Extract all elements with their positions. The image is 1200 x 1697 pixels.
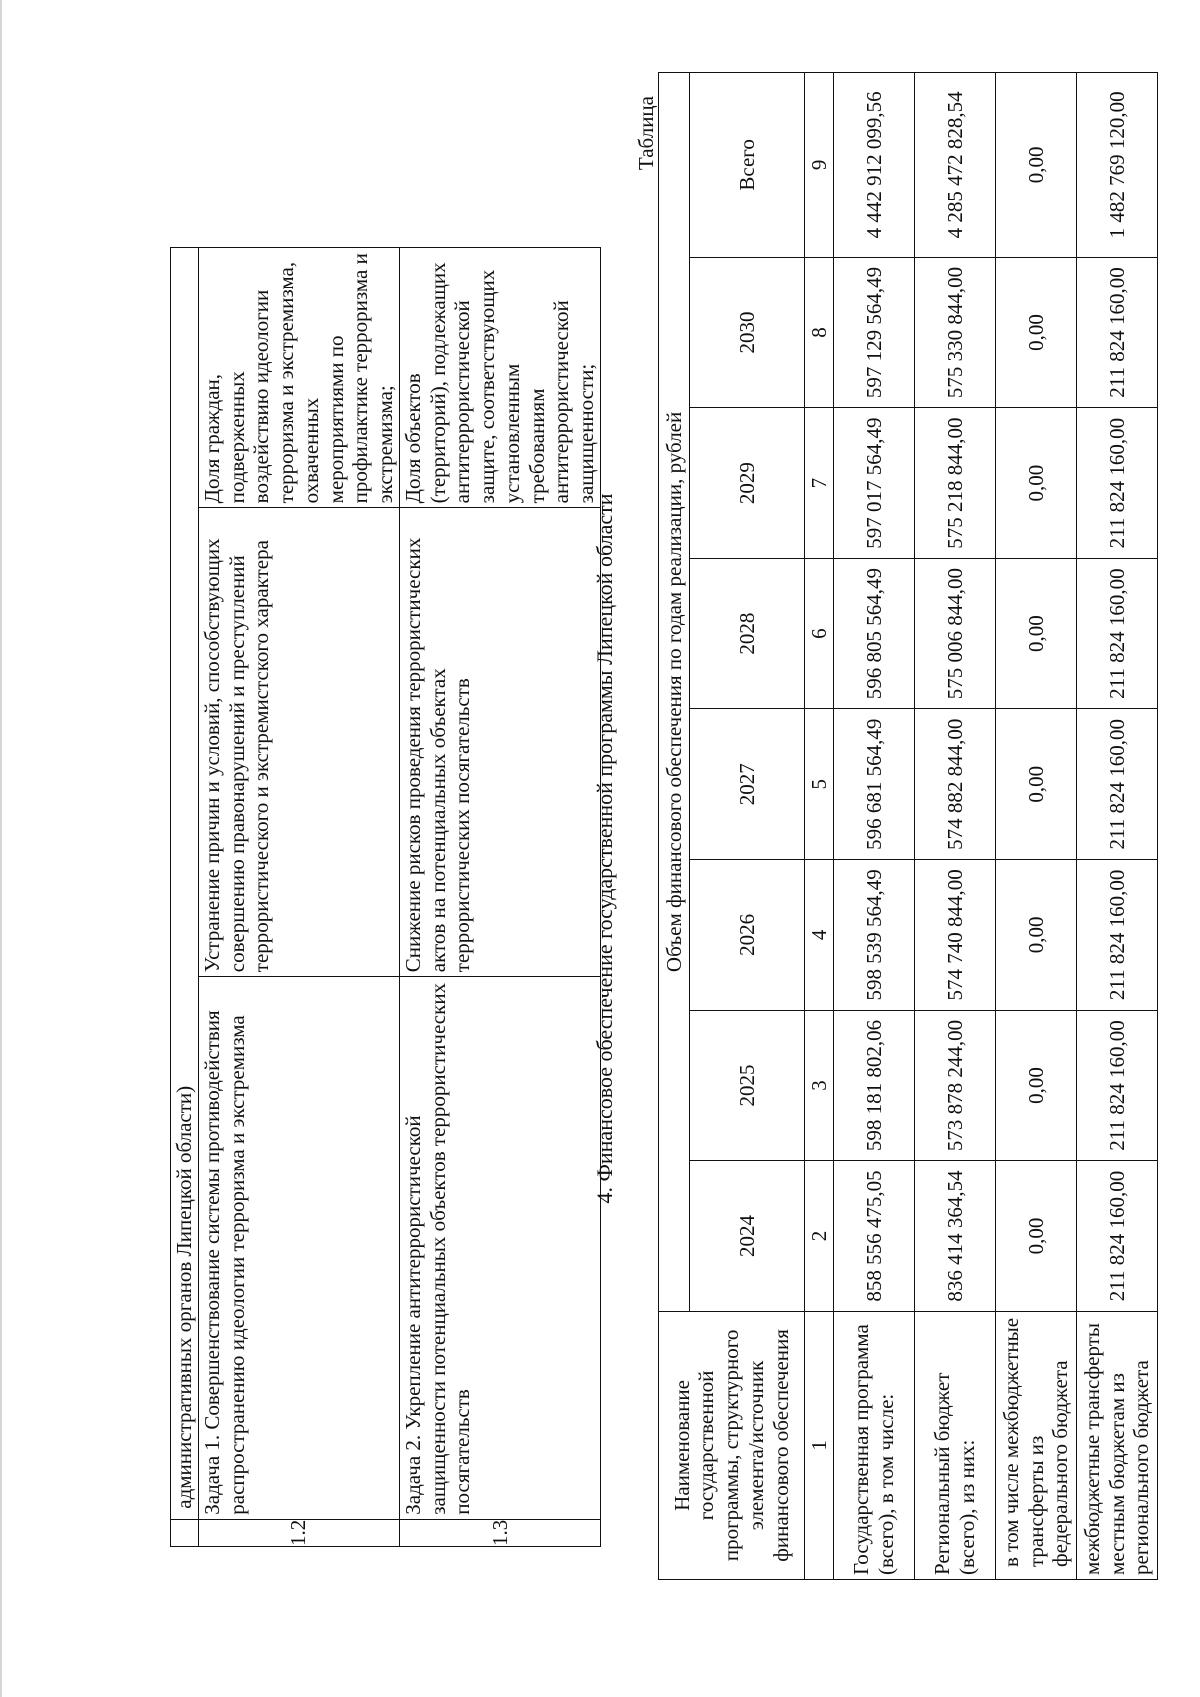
finance-value: 211 824 160,00 [1077,1161,1158,1312]
finance-name-header: Наименование государственной программы, структурного элемента/источник финансового обеспечения [659,1311,805,1579]
finance-total: 1 482 769 120,00 [1077,73,1158,258]
column-number: 3 [805,1010,834,1161]
task-number: 1.2 [198,1519,399,1546]
task-name: Задача 1. Совершенствование системы противодействия распространению идеологии терроризма и экстремизма [198,977,399,1520]
finance-group-header: Объем финансового обеспечения по годам реализации, рублей [659,73,690,1312]
column-number: 6 [805,558,834,709]
finance-value: 596 805 564,49 [834,558,915,709]
year-header: 2028 [690,558,805,709]
finance-value: 211 824 160,00 [1077,860,1158,1011]
finance-value: 836 414 364,54 [915,1161,996,1312]
task-indicator: Доля объектов (территорий), подлежащих антитеррористической защите, соответствующих установленным требованиям антитеррористической защищенности; [399,248,600,508]
finance-value: 573 878 244,00 [915,1010,996,1161]
finance-total: 4 285 472 828,54 [915,73,996,258]
finance-value: 597 129 564,49 [834,257,915,408]
column-number: 5 [805,709,834,860]
finance-value: 0,00 [996,1161,1077,1312]
finance-value: 211 824 160,00 [1077,408,1158,559]
column-number: 9 [805,73,834,258]
year-header: 2025 [690,1010,805,1161]
column-number: 4 [805,860,834,1011]
finance-value: 0,00 [996,709,1077,860]
tasks-row [399,248,600,1547]
tasks-header-num-cell [171,1519,199,1546]
finance-value: 0,00 [996,558,1077,709]
table-caption: Таблица [634,96,658,171]
year-header: 2029 [690,408,805,559]
finance-total: 4 442 912 099,56 [834,73,915,258]
year-header: 2024 [690,1161,805,1312]
column-number: 2 [805,1161,834,1312]
column-number: 8 [805,257,834,408]
task-goal: Снижение рисков проведения террористических актов на потенциальных объектах террористических посягательств [399,508,600,977]
year-header: 2026 [690,860,805,1011]
finance-total: 0,00 [996,73,1077,258]
finance-value: 858 556 475,05 [834,1161,915,1312]
finance-value: 574 882 844,00 [915,709,996,860]
finance-header-row [659,73,690,1580]
year-header: 2030 [690,257,805,408]
finance-row-name: Региональный бюджет (всего), из них: [915,1311,996,1579]
finance-value: 575 218 844,00 [915,408,996,559]
section-title: 4. Финансовое обеспечение государственной программы Липецкой области [592,493,617,1204]
finance-value: 575 330 844,00 [915,257,996,408]
finance-value: 211 824 160,00 [1077,257,1158,408]
finance-value: 211 824 160,00 [1077,558,1158,709]
finance-value: 574 740 844,00 [915,860,996,1011]
finance-value: 598 539 564,49 [834,860,915,1011]
finance-row-name: в том числе межбюджетные трансферты из федерального бюджета [996,1311,1077,1579]
column-number: 7 [805,408,834,559]
finance-row [915,73,996,1580]
finance-value: 0,00 [996,257,1077,408]
finance-value: 211 824 160,00 [1077,1010,1158,1161]
finance-table [658,72,1158,1580]
task-name: Задача 2. Укрепление антитеррористической защищенности потенциальных объектов террористических посягательств [399,977,600,1520]
column-number: 1 [805,1311,834,1579]
tasks-row [198,248,399,1547]
finance-row-name: Государственная программа (всего), в том числе: [834,1311,915,1579]
finance-row [996,73,1077,1580]
tasks-header-row [171,248,199,1547]
finance-value: 575 006 844,00 [915,558,996,709]
task-goal: Устранение причин и условий, способствующих совершению правонарушений и преступлений террористического и экстремистского характера [198,508,399,977]
finance-row-name: межбюджетные трансферты местным бюджетам из регионального бюджета [1077,1311,1158,1579]
finance-row [1077,73,1158,1580]
finance-value: 596 681 564,49 [834,709,915,860]
finance-value: 0,00 [996,860,1077,1011]
tasks-header-text: административных органов Липецкой области) [171,248,199,1520]
total-header: Всего [690,73,805,258]
year-header: 2027 [690,709,805,860]
finance-row [834,73,915,1580]
tasks-table [170,247,601,1547]
finance-value: 597 017 564,49 [834,408,915,559]
finance-value: 0,00 [996,1010,1077,1161]
task-number: 1.3 [399,1519,600,1546]
task-indicator: Доля граждан, подверженных воздействию идеологии терроризма и экстремизма, охваченных мероприятиями по профилактике терроризма и экстремизма; [198,248,399,508]
column-numbers-row [805,73,834,1580]
finance-value: 0,00 [996,408,1077,559]
finance-value: 598 181 802,06 [834,1010,915,1161]
finance-value: 211 824 160,00 [1077,709,1158,860]
